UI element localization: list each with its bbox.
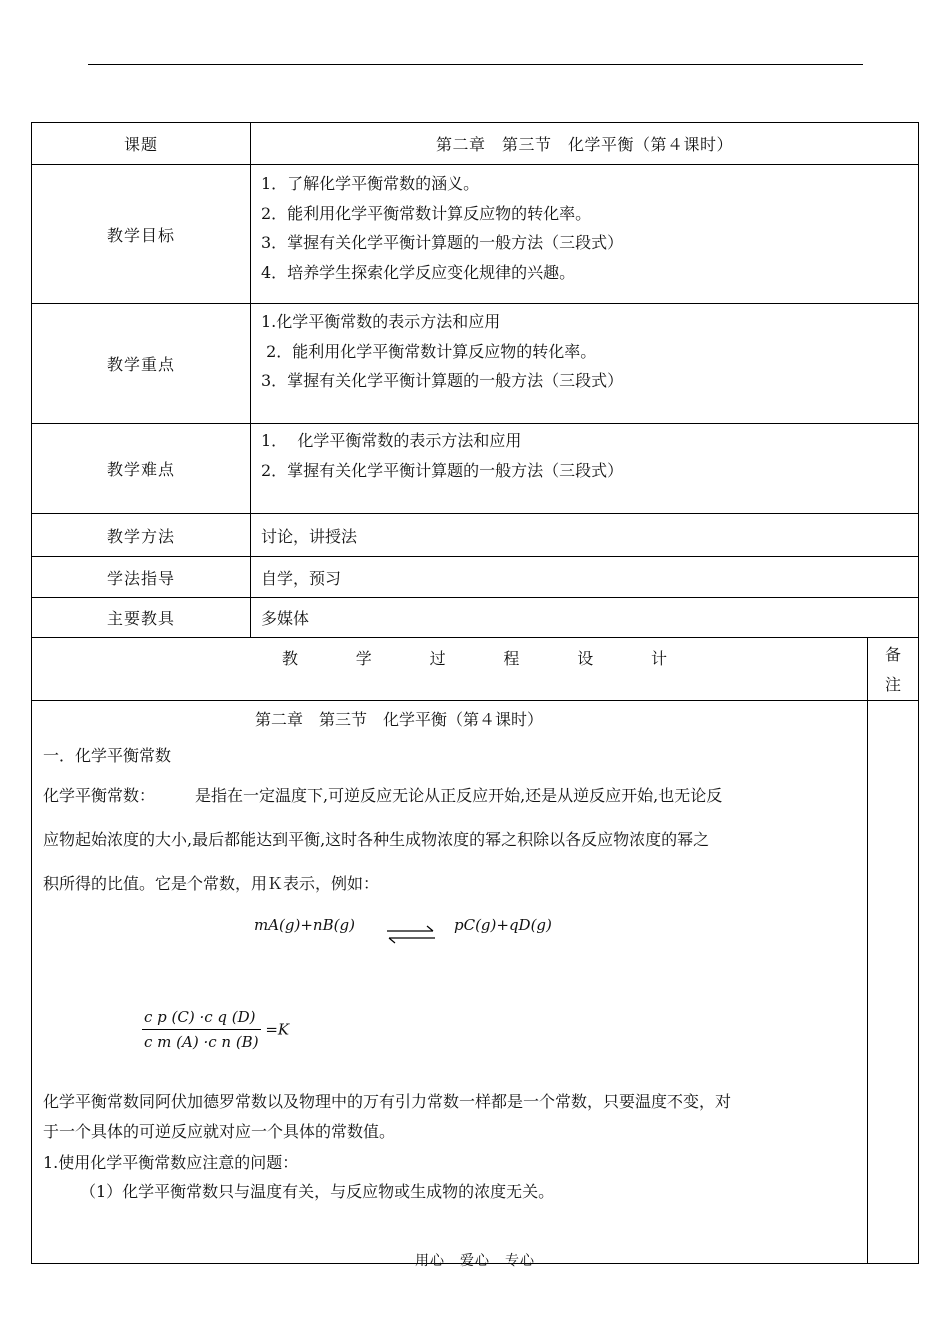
- process-body-row: [32, 701, 919, 1264]
- goal-item: 1．了解化学平衡常数的涵义。: [261, 174, 480, 193]
- method-row: [32, 514, 919, 557]
- process-header-char: 程: [503, 649, 520, 668]
- process-header-char: 学: [355, 649, 372, 668]
- section-heading: 一．化学平衡常数: [43, 746, 172, 765]
- equation-right: pC(g)+qD(g): [454, 916, 552, 934]
- difficulties-row: [32, 424, 919, 514]
- remark-column: [868, 701, 919, 1264]
- process-header-char: 教: [282, 649, 299, 668]
- keypoints-list: [251, 304, 919, 424]
- study-value: 自学，预习: [251, 557, 919, 598]
- page-footer: 用心 爱心 专心: [415, 1253, 535, 1269]
- fraction-bar: [142, 1029, 261, 1030]
- lesson-info-table: [31, 122, 919, 638]
- goal-item: 4．培养学生探索化学反应变化规律的兴趣。: [261, 262, 576, 282]
- method-value: 讨论，讲授法: [251, 514, 919, 557]
- definition-line: 化学平衡常数： 是指在一定温度下,可逆反应无论从正反应开始,还是从逆反应开始,也无论反: [43, 786, 723, 805]
- remark-label-2: 注: [884, 675, 901, 694]
- process-header-char: 计: [650, 649, 667, 668]
- equation-left: mA(g)+nB(g): [254, 916, 355, 934]
- method-label: 教学方法: [32, 514, 251, 557]
- goals-row: [32, 165, 919, 304]
- keypoint-item: 1.化学平衡常数的表示方法和应用: [261, 312, 501, 331]
- difficulties-list: [251, 424, 919, 514]
- fraction-result: =K: [265, 1020, 290, 1039]
- process-header: [32, 638, 868, 701]
- fraction-numerator: c p (C) ·c q (D): [144, 1008, 256, 1026]
- section-title: 第二章 第三节 化学平衡（第４课时）: [255, 710, 544, 729]
- note-line: 化学平衡常数同阿伏加德罗常数以及物理中的万有引力常数一样都是一个常数，只要温度不变，对: [43, 1092, 732, 1111]
- difficulty-item: 1． 化学平衡常数的表示方法和应用: [261, 431, 522, 450]
- topic-row: [32, 123, 919, 165]
- topic-label: 课题: [32, 123, 251, 165]
- remark-label-1: 备: [884, 645, 901, 664]
- difficulties-label: 教学难点: [32, 424, 251, 514]
- process-header-row: [32, 638, 919, 701]
- definition-line: 应物起始浓度的大小,最后都能达到平衡,这时各种生成物浓度的幂之积除以各反应物浓度的幂之: [43, 830, 710, 849]
- keypoint-item: 3．掌握有关化学平衡计算题的一般方法（三段式）: [261, 371, 624, 390]
- goal-item: 3．掌握有关化学平衡计算题的一般方法（三段式）: [261, 233, 624, 252]
- keypoints-label: 教学重点: [32, 304, 251, 424]
- note-line: 于一个具体的可逆反应就对应一个具体的常数值。: [43, 1122, 396, 1141]
- tools-value: 多媒体: [251, 598, 919, 638]
- process-table: [31, 637, 919, 1264]
- header-rule: [88, 64, 863, 65]
- remark-header: [868, 638, 919, 701]
- goals-label: 教学目标: [32, 165, 251, 304]
- item-heading: 1.使用化学平衡常数应注意的问题：: [43, 1153, 299, 1172]
- equilibrium-constant-formula: [142, 1008, 289, 1051]
- study-row: [32, 557, 919, 598]
- process-header-char: 过: [429, 649, 446, 668]
- topic-value: 第二章 第三节 化学平衡（第４课时）: [251, 123, 919, 165]
- keypoints-row: [32, 304, 919, 424]
- fraction-denominator: c m (A) ·c n (B): [144, 1033, 259, 1051]
- process-header-char: 设: [577, 649, 594, 668]
- item-sub: （1）化学平衡常数只与温度有关，与反应物或生成物的浓度无关。: [80, 1182, 555, 1201]
- tools-row: [32, 598, 919, 638]
- definition-line: 积所得的比值。它是个常数，用Ｋ表示，例如：: [43, 874, 380, 893]
- study-label: 学法指导: [32, 557, 251, 598]
- goals-list: [251, 165, 919, 304]
- difficulty-item: 2．掌握有关化学平衡计算题的一般方法（三段式）: [261, 460, 624, 480]
- keypoint-item: 2．能利用化学平衡常数计算反应物的转化率。: [261, 341, 597, 361]
- reversible-arrow-icon: [385, 919, 437, 953]
- goal-item: 2．能利用化学平衡常数计算反应物的转化率。: [261, 203, 592, 223]
- tools-label: 主要教具: [32, 598, 251, 638]
- process-body: [32, 701, 868, 1264]
